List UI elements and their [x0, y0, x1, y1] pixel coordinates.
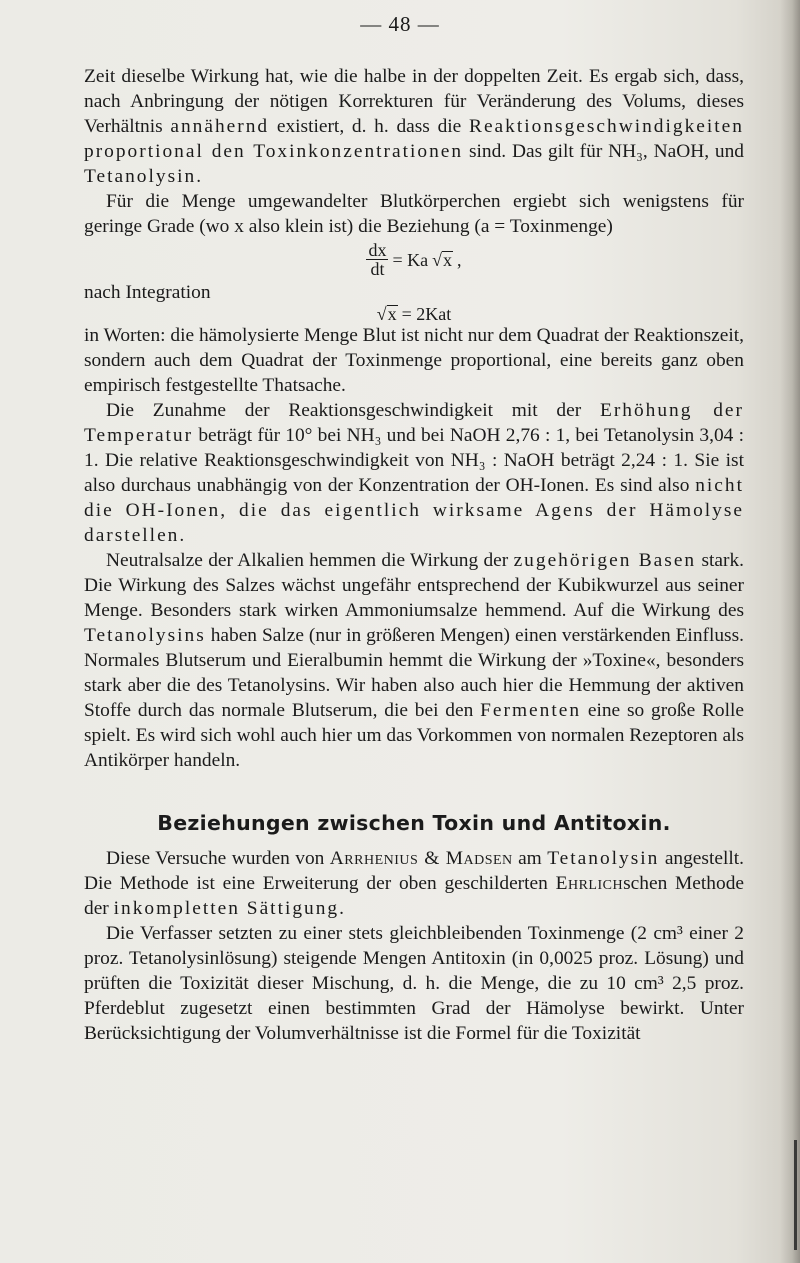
formula-differential: $\frac{dx}{dt}$ = Ka √x , — [368, 240, 462, 279]
sqrt: √x — [432, 249, 453, 270]
formula-integrated: √x = 2Kat — [376, 304, 452, 324]
page-edge-shadow — [780, 0, 800, 1263]
section-heading: Beziehungen zwischen Toxin und Antitoxin. — [157, 811, 671, 835]
paragraph-7: Diese Versuche wurden von Arrhenius & Madsen am Tetanolysin angestellt. Die Methode ist eine Erweiterung der oben geschilderten Ehrlichschen Methode der inkompletten Sättigung. — [84, 848, 744, 919]
paragraph-6: Neutralsalze der Alkalien hemmen die Wirkung der zugehörigen Basen stark. Die Wirkung des Salzes wächst ungefähr entsprechend der Kubikwurzel aus seiner Menge. Besonders stark wirken Ammoniumsalze hemmend. Auf die Wirkung des Tetanolysins haben Salze (nur in größeren Mengen) einen verstärkenden Einfluss. Normales Blutserum und Eieralbumin hemmt die Wirkung der »Toxine«, besonders stark aber die des Tetanolysins. Wir haben also auch hier die Hemmung der aktiven Stoffe durch das normale Blutserum, die bei den Fermenten eine so große Rolle spielt. Es wird sich wohl auch hier um das Vorkommen von normalen Rezeptoren als Antikörper handeln. — [84, 550, 744, 771]
paragraph-5: Die Zunahme der Reaktionsgeschwindigkeit mit der Erhöhung der Temperatur beträgt für 10° bei NH₃ und bei NaOH 2,76 : 1, bei Tetanolysin 3,04 : 1. Die relative Reaktionsgeschwindigkeit von NH₃ : NaOH beträgt 2,24 : 1. Sie ist also durchaus unabhängig von der Konzentration der OH-Ionen. Es sind also nicht die OH-Ionen, die das eigentlich wirksame Agens der Hämolyse darstellen. — [84, 400, 744, 546]
fraction: $\frac{dx}{dt}$ — [368, 240, 387, 279]
paragraph-3: nach Integration — [84, 282, 211, 303]
paragraph-1: Zeit dieselbe Wirkung hat, wie die halbe in der doppelten Zeit. Es ergab sich, dass, nach Anbringung der nötigen Korrekturen für Veränderung des Volums, dieses Verhältnis annähernd existiert, d. h. dass die Reaktionsgeschwindigkeiten proportional den Toxinkonzentrationen sind. Das gilt für NH₃, NaOH, und Tetanolysin. — [84, 66, 744, 187]
paragraph-8: Die Verfasser setzten zu einer stets gleichbleibenden Toxinmenge (2 cm³ einer 2 proz. Tetanolysinlösung) steigende Mengen Antitoxin (in 0,0025 proz. Lösung) und prüften die Toxizität dieser Mischung, d. h. die Menge, die zu 10 cm³ 2,5 proz. Pferdeblut zugesetzt einen bestimmten Grad der Hämolyse bewirkt. Unter Berücksichtigung der Volumverhältnisse ist die Formel für die Toxizität — [84, 923, 744, 1044]
page-number: — 48 — — [360, 12, 440, 36]
paragraph-4: in Worten: die hämolysierte Menge Blut ist nicht nur dem Quadrat der Reaktionszeit, sondern auch dem Quadrat der Toxinmenge proportional, eine bereits ganz oben empirisch festgestellte Thatsache. — [84, 325, 744, 396]
page-edge-mark — [794, 1140, 797, 1250]
page-body — [84, 64, 744, 1046]
paragraph-2: Für die Menge umgewandelter Blutkörperchen ergiebt sich wenigstens für geringe Grade (wo x also klein ist) die Beziehung (a = Toxinmenge) — [84, 191, 744, 237]
sqrt: √x — [376, 304, 397, 324]
